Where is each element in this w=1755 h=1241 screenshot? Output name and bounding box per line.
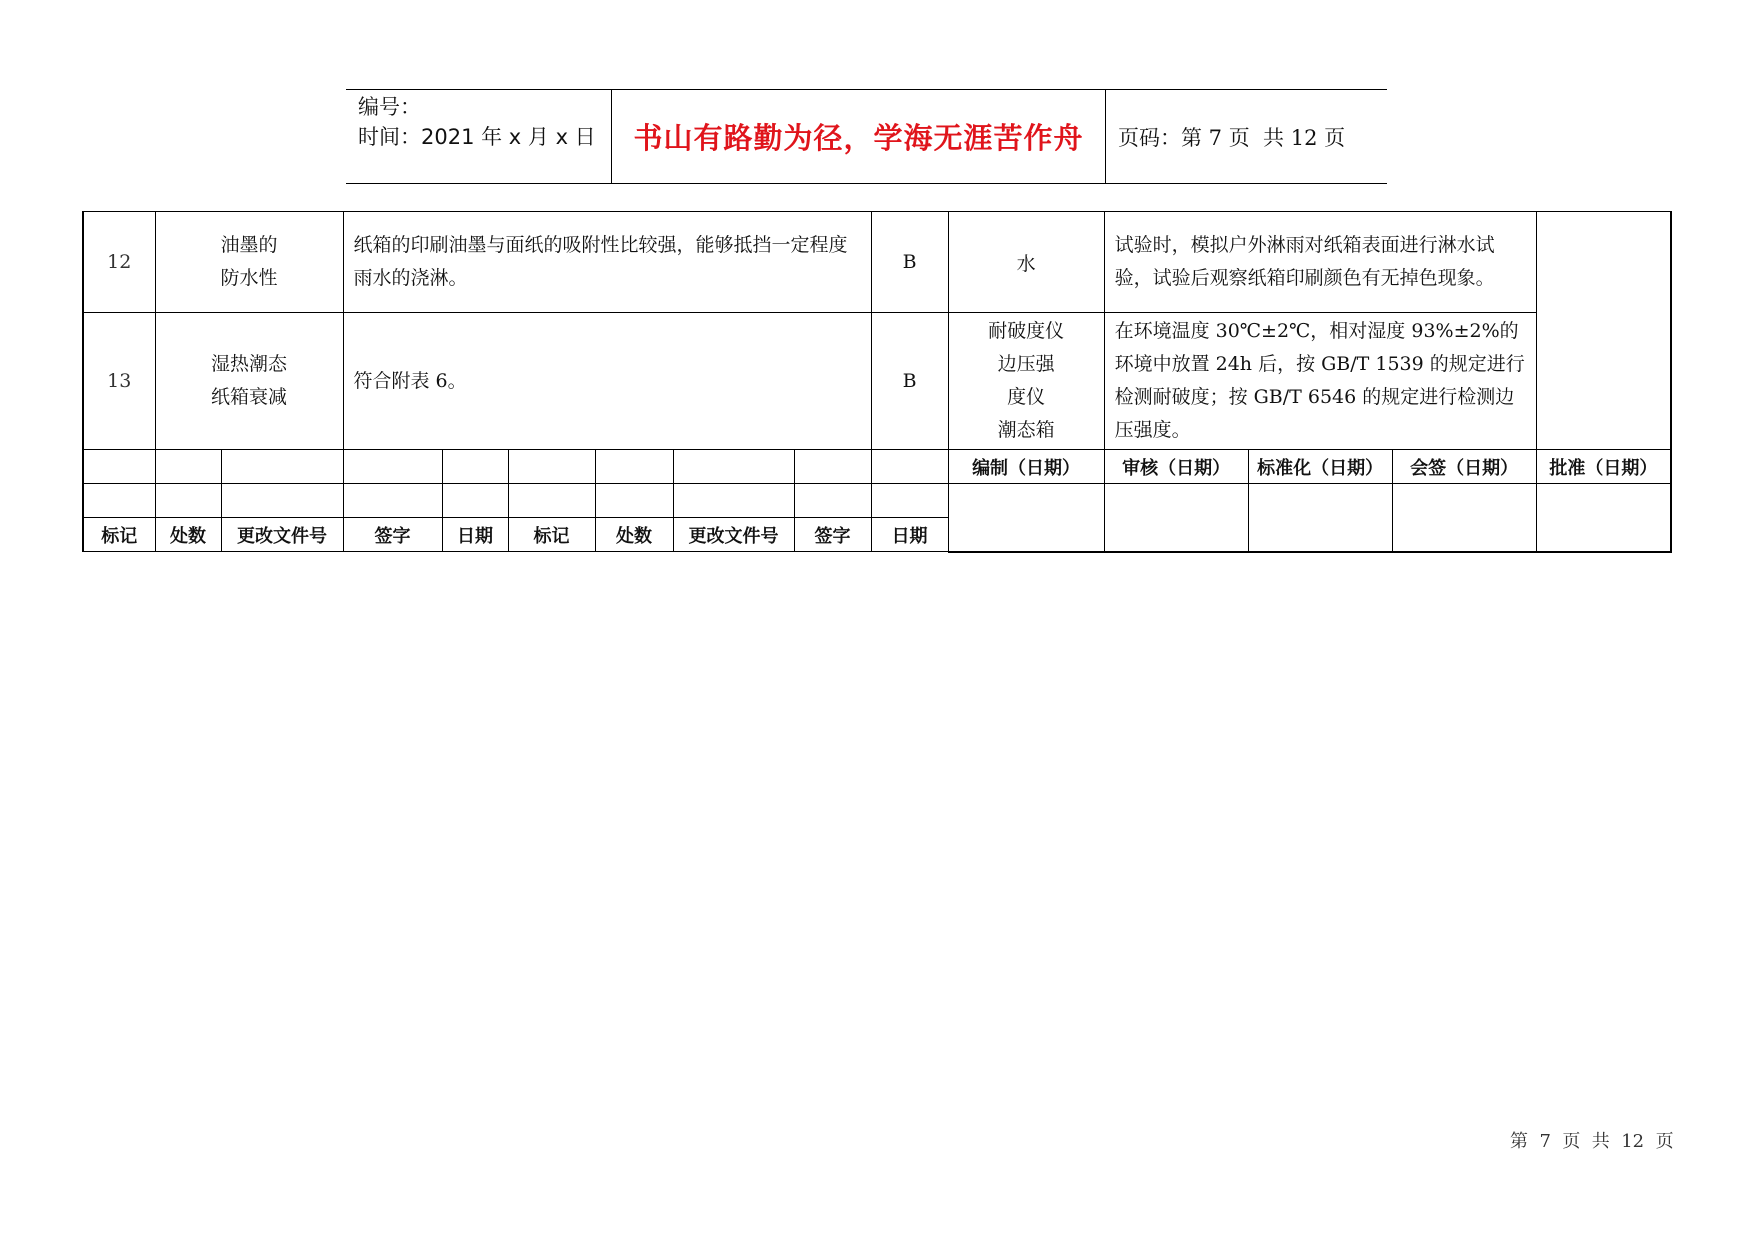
signoff-row: [83, 450, 1671, 484]
approval-compiled: 编制（日期）: [948, 450, 1104, 484]
col-signature: 签字: [343, 518, 442, 552]
col-change-doc: 更改文件号: [673, 518, 794, 552]
approval-countersign: 会签（日期）: [1392, 450, 1536, 484]
col-count: 处数: [595, 518, 673, 552]
spec-table: [82, 211, 1672, 553]
approval-cell: [1248, 484, 1392, 552]
col-signature: 签字: [794, 518, 871, 552]
approval-cell: [1104, 484, 1248, 552]
test-equipment: 水: [948, 212, 1104, 313]
test-method: 试验时，模拟户外淋雨对纸箱表面进行淋水试验，试验后观察纸箱印刷颜色有无掉色现象。: [1104, 212, 1536, 313]
document-header: [346, 89, 1387, 184]
col-date: 日期: [442, 518, 508, 552]
requirement-text: 纸箱的印刷油墨与面纸的吸附性比较强，能够抵挡一定程度雨水的浇淋。: [343, 212, 871, 313]
col-date: 日期: [871, 518, 948, 552]
row-number: 13: [83, 313, 155, 450]
header-page-text: 页码：第 7 页 共 12 页: [1118, 125, 1346, 150]
approval-cell: [1536, 484, 1671, 552]
remark-cell: [1536, 212, 1671, 313]
approval-standardization: 标准化（日期）: [1248, 450, 1392, 484]
table-row: [83, 313, 1671, 450]
document-time: 时间：2021 年 x 月 x 日: [358, 125, 596, 149]
table-row: [83, 212, 1671, 313]
grade: B: [871, 313, 948, 450]
approval-cell: [948, 484, 1104, 552]
col-change-doc: 更改文件号: [221, 518, 343, 552]
header-meta: [346, 90, 611, 183]
col-count: 处数: [155, 518, 221, 552]
col-mark: 标记: [508, 518, 595, 552]
approval-approve: 批准（日期）: [1536, 450, 1671, 484]
approval-review: 审核（日期）: [1104, 450, 1248, 484]
test-item: 油墨的 防水性: [155, 212, 343, 313]
remark-cell: [1536, 313, 1671, 450]
page-footer: 第 7 页 共 12 页: [1510, 1131, 1674, 1152]
header-page-info: [1106, 90, 1387, 183]
test-item: 湿热潮态 纸箱衰减: [155, 313, 343, 450]
col-mark: 标记: [83, 518, 155, 552]
grade: B: [871, 212, 948, 313]
signoff-row: [83, 484, 1671, 518]
requirement-text: 符合附表 6。: [343, 313, 871, 450]
approval-cell: [1392, 484, 1536, 552]
row-number: 12: [83, 212, 155, 313]
test-method: 在环境温度 30℃±2℃，相对湿度 93%±2%的环境中放置 24h 后，按 GB/T 1539 的规定进行检测耐破度；按 GB/T 6546 的规定进行检测边压强度。: [1104, 313, 1536, 450]
document-number-label: 编号：: [358, 95, 421, 119]
header-motto: 书山有路勤为径，学海无涯苦作舟: [611, 90, 1106, 183]
test-equipment: 耐破度仪 边压强 度仪 潮态箱: [948, 313, 1104, 450]
